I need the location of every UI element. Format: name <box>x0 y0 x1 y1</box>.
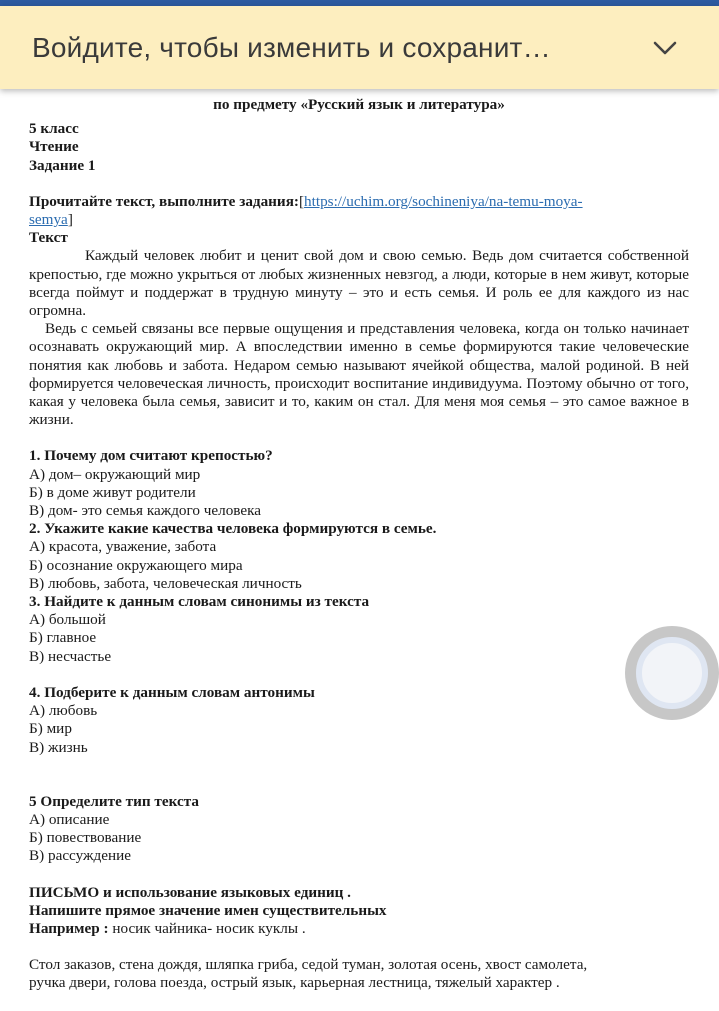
text-paragraph-1: Каждый человек любит и ценит свой дом и свою семью. Ведь дом считается собственной крепостью, где можно укрыться от любых жизненных невзгод, а люди, которые в нем живут, которые всегда поймут и поддержат в трудную минуту – это и есть семья. И роль ее для каждого из нас огромна. <box>29 247 689 320</box>
question-2-title: 2. Укажите какие качества человека формируются в семье. <box>29 520 437 538</box>
link-bracket-close: ] <box>67 211 73 229</box>
text-heading: Текст <box>29 229 68 247</box>
example-line <box>29 920 689 938</box>
question-5-option: А) описание <box>29 810 110 828</box>
example-text: носик чайника- носик куклы . <box>108 919 306 937</box>
question-1-option: Б) в доме живут родители <box>29 483 196 501</box>
question-1-option: В) дом- это семья каждого человека <box>29 502 262 520</box>
question-2-option: В) любовь, забота, человеческая личность <box>29 574 302 592</box>
word-list-line-1: Стол заказов, стена дождя, шляпка гриба, седой туман, золотая осень, хвост самолета, <box>29 956 588 974</box>
question-1-title: 1. Почему дом считают крепостью? <box>29 447 273 465</box>
document-page <box>29 96 689 993</box>
chevron-down-icon[interactable] <box>651 34 679 62</box>
grade-label: 5 класс <box>29 120 79 138</box>
signin-banner[interactable] <box>0 6 719 89</box>
question-5-option: Б) повествование <box>29 829 142 847</box>
text-paragraph-2: Ведь с семьей связаны все первые ощущения и представления человека, когда он только начинает осознавать окружающий мир. А впоследствии именно в семье формируются такие человеческие понятия как любовь и забота. Недаром семью называют ячейкой общества, малой родиной. В ней формируется человеческая личность, происходит воспитание индивидуума. Поэтому обычно от того, какая у человека была семья, зависит и то, каким он стал. Для меня моя семья – это самое важное в жизни. <box>29 320 689 429</box>
question-3-title: 3. Найдите к данным словам синонимы из текста <box>29 593 370 611</box>
question-5-option: В) рассуждение <box>29 847 131 865</box>
question-4-option: В) жизнь <box>29 738 88 756</box>
section-label: Чтение <box>29 138 79 156</box>
writing-title: ПИСЬМО и использование языковых единиц . <box>29 883 351 901</box>
document-subtitle: по предмету «Русский язык и литература» <box>213 96 505 113</box>
question-2-option: Б) осознание окружающего мира <box>29 556 243 574</box>
question-4-option: Б) мир <box>29 720 72 738</box>
example-label: Например : <box>29 919 109 937</box>
instruction-text: Прочитайте текст, выполните задания: <box>29 192 299 210</box>
instruction-line-2 <box>29 211 689 229</box>
question-1-option: А) дом– окружающий мир <box>29 465 201 483</box>
task-label: Задание 1 <box>29 156 96 174</box>
question-3-option: В) несчастье <box>29 647 112 665</box>
assistive-touch-inner <box>636 637 708 709</box>
question-3-option: Б) главное <box>29 629 97 647</box>
question-4-title: 4. Подберите к данным словам антонимы <box>29 683 315 701</box>
question-3-option: А) большой <box>29 611 106 629</box>
instruction-line <box>29 193 689 211</box>
question-2-option: А) красота, уважение, забота <box>29 538 217 556</box>
assistive-touch-icon[interactable] <box>625 626 719 720</box>
question-5-title: 5 Определите тип текста <box>29 792 199 810</box>
word-list-line-2: ручка двери, голова поезда, острый язык, карьерная лестница, тяжелый характер . <box>29 974 560 992</box>
question-4-option: А) любовь <box>29 702 98 720</box>
signin-banner-text[interactable]: Войдите, чтобы изменить и сохранит… <box>32 31 551 63</box>
writing-task: Напишите прямое значение имен существительных <box>29 901 387 919</box>
link-bracket-open: [ <box>298 192 305 210</box>
source-link[interactable]: https://uchim.org/sochineniya/na-temu-moya- <box>304 192 583 210</box>
source-link-continued[interactable]: semya <box>29 211 68 229</box>
